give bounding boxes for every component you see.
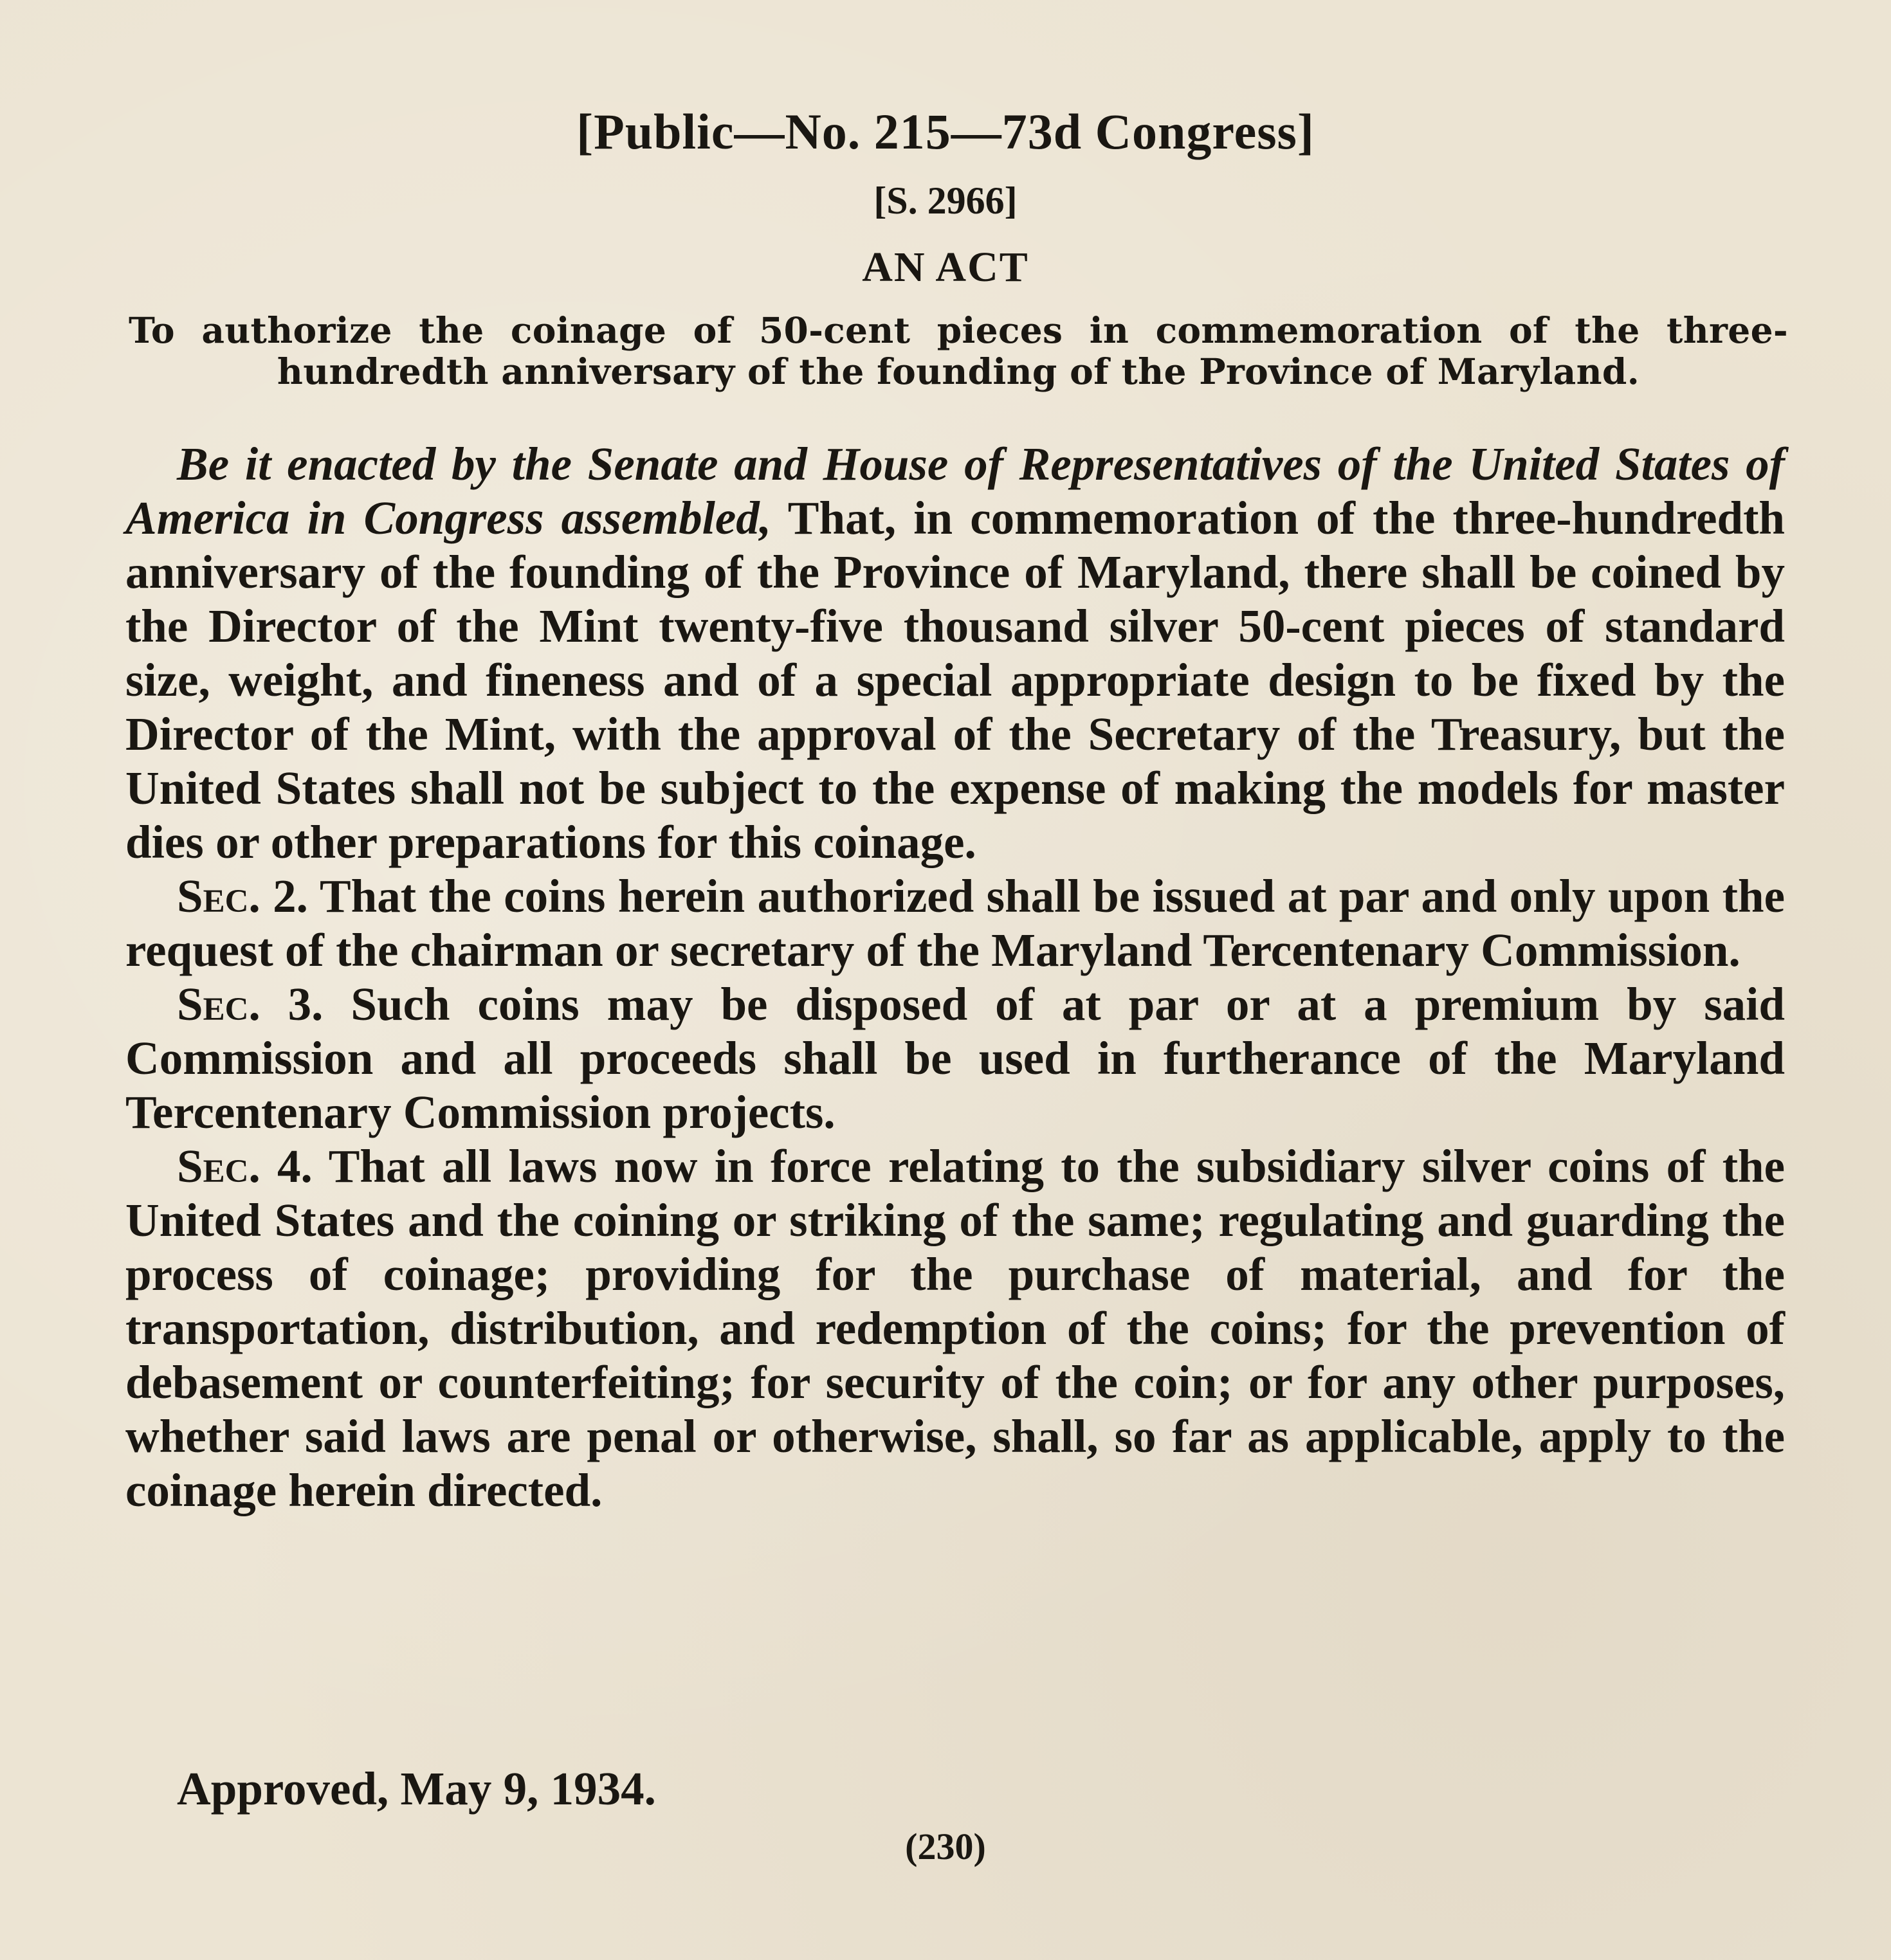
act-purpose: To authorize the coinage of 50-cent pieces in commemoration of the three-hundredth anniversary of the founding of the Province of Maryland. (129, 309, 1788, 392)
section-3-label: Sec. 3. (177, 978, 324, 1030)
enacting-clause: Be it enacted by the Senate and House of Representatives of the United States of America in Congress assembled, (125, 438, 1785, 544)
section-2-text: That the coins herein authorized shall be issued at par and only upon the request of the chairman or secretary of the Maryland Tercentenary Commission. (125, 870, 1785, 976)
section-3 (125, 977, 1785, 1139)
enacting-paragraph (125, 437, 1785, 869)
section-4-label: Sec. 4. (177, 1140, 313, 1192)
bill-number: [S. 2966] (873, 179, 1018, 222)
section-2 (125, 869, 1785, 977)
act-title: AN ACT (862, 244, 1029, 291)
public-law-heading: [Public—No. 215—73d Congress] (576, 104, 1315, 159)
section-4-text: That all laws now in force relating to the subsidiary silver coins of the United States and the coining or striking of the same; regulating and guarding the process of coinage; providing for the purchase of material, and for the transportation, distribution, and redemption of the coins; for the prevention of debasement or counterfeiting; for security of the coin; or for any other purposes, whether said laws are penal or otherwise, shall, so far as applicable, apply to the coinage herein directed. (125, 1140, 1785, 1516)
act-body (125, 437, 1785, 1518)
section-4 (125, 1139, 1785, 1518)
page-number: (230) (905, 1826, 986, 1867)
section-1-text: That, in commemoration of the three-hundredth anniversary of the founding of the Province of Maryland, there shall be coined by the Director of the Mint twenty-five thousand silver 50-cent pieces of standard size, weight, and fineness and of a special appropriate design to be fixed by the Director of the Mint, with the approval of the Secretary of the Treasury, but the United States shall not be subject to the expense of making the models for master dies or other preparations for this coinage. (125, 492, 1785, 868)
approval-date: Approved, May 9, 1934. (177, 1763, 656, 1815)
section-3-text: Such coins may be disposed of at par or at a premium by said Commission and all proceeds shall be used in furtherance of the Maryland Tercentenary Commission projects. (125, 978, 1785, 1138)
section-2-label: Sec. 2. (177, 870, 308, 922)
